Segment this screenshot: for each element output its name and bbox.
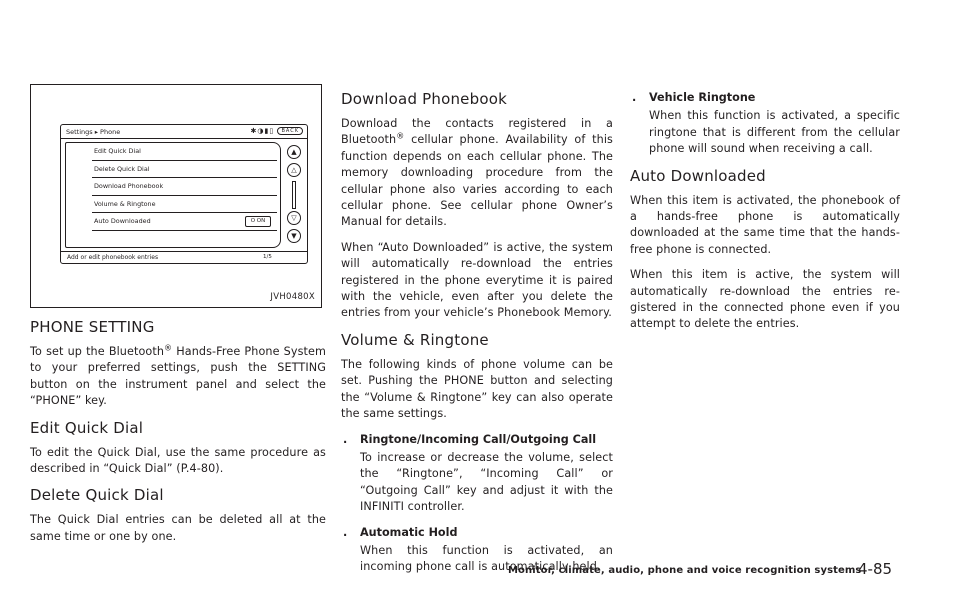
delete-quick-dial-heading: Delete Quick Dial — [30, 486, 164, 505]
bullet-dot: . — [343, 525, 348, 539]
bullet-title: Automatic Hold — [360, 525, 458, 539]
registered-mark: ® — [396, 131, 405, 141]
scroll-down-small-icon[interactable]: ▽ — [287, 211, 301, 225]
scrollbar[interactable] — [292, 181, 296, 209]
bluetooth-icon: ✱ — [250, 126, 258, 135]
edit-quick-dial-text: To edit the Quick Dial, use the same procedure as described in “Quick Dial” (P.4-80). — [30, 445, 326, 476]
screen-header — [61, 125, 307, 139]
status-bar: Add or edit phonebook entries — [61, 251, 307, 263]
bullet-automatic-hold — [341, 525, 613, 541]
bullet-vehicle-ringtone-text: When this function is activated, a specific ringtone that is different from the cellular phone will sound when receiving a call. — [649, 109, 900, 156]
menu-item-download-phonebook[interactable] — [92, 178, 277, 196]
menu-item-edit-quick-dial[interactable] — [92, 143, 277, 161]
download-phonebook-heading: Download Phonebook — [341, 90, 507, 108]
text-part: cellular phone. Availability of this function depends on each cellular phone. The memory downloading procedure from the cellular phone also varies according to each cellular phone. See cellular phone Owner’s Manual for details. — [341, 133, 613, 229]
bullet-ringtone-calls — [341, 432, 613, 448]
volume-ringtone-heading: Volume & Ringtone — [341, 330, 489, 349]
signal-icon: ▮ — [264, 126, 270, 135]
menu-item-label: Edit Quick Dial — [94, 147, 141, 155]
bullet-vehicle-ringtone — [630, 90, 900, 106]
column-2 — [341, 90, 613, 585]
phone-icon: ◑ — [257, 126, 265, 135]
menu-item-label: Delete Quick Dial — [94, 164, 150, 173]
battery-icon: ▯ — [269, 126, 275, 135]
scroll-up-small-icon[interactable]: △ — [287, 163, 301, 177]
phone-settings-figure — [30, 84, 322, 308]
display-screen — [60, 124, 308, 264]
bullet-automatic-hold-text: When this function is activated, an incoming phone call is automatically held. — [360, 543, 613, 574]
auto-download-note: When “Auto Downloaded” is active, the system will automatically re-download the entries registered in the phone everytime it is paired with the vehicle, even after you delete the entries from your vehicle’s Phonebook Memory. — [341, 240, 613, 320]
bullet-ringtone-calls-text: To increase or decrease the volume, select the “Ringtone”, “Incoming Call” or “Outgoing Call” key and adjust it with the INFINITI controller. — [360, 450, 613, 514]
breadcrumb: Settings ▸ Phone — [66, 127, 121, 136]
auto-downloaded-text-2: When this item is active, the system will automatically re-download the entries re-gistered in the connected phone even if you attempt to delete the entries. — [630, 268, 900, 331]
registered-mark: ® — [164, 343, 173, 353]
menu-item-auto-downloaded[interactable] — [92, 213, 277, 231]
edit-quick-dial-heading: Edit Quick Dial — [30, 418, 144, 437]
volume-ringtone-text: The following kinds of phone volume can be set. Pushing the PHONE button and selecting the “Volume & Ringtone” key can also operate the same settings. — [341, 357, 613, 421]
scroll-down-icon[interactable]: ▼ — [287, 229, 301, 243]
bullet-title: Vehicle Ringtone — [649, 91, 756, 104]
column-1 — [30, 318, 326, 554]
menu-item-delete-quick-dial[interactable] — [92, 161, 277, 179]
phone-setting-heading: PHONE SETTING — [30, 318, 155, 336]
figure-id: JVH0480X — [270, 292, 315, 302]
status-icons — [251, 127, 303, 135]
back-button[interactable]: BACK — [277, 127, 303, 135]
bullet-title: Ringtone/Incoming Call/Outgoing Call — [360, 432, 597, 446]
chapter-footer: Monitor, climate, audio, phone and voice recognition systems — [508, 565, 862, 576]
text-part: Download the contacts registered in a Bluetooth — [341, 117, 613, 147]
bullet-dot: . — [343, 432, 348, 446]
menu-item-label: Auto Downloaded — [94, 217, 151, 225]
column-3 — [630, 90, 900, 342]
download-phonebook-text — [341, 116, 613, 231]
delete-quick-dial-text: The Quick Dial entries can be deleted all at the same time or one by one. — [30, 513, 326, 543]
phone-setting-text — [30, 344, 326, 410]
scroll-up-icon[interactable]: ▲ — [287, 145, 301, 159]
text-part: To set up the Bluetooth — [30, 345, 165, 358]
bullet-dot: . — [632, 91, 637, 104]
menu-item-label: Download Phonebook — [94, 182, 164, 190]
auto-downloaded-heading: Auto Downloaded — [630, 166, 766, 185]
page-number: 4-85 — [858, 560, 893, 578]
auto-downloaded-toggle[interactable]: O ON — [245, 216, 271, 227]
text-part: Hands-Free Phone System to your preferred settings, push the SETTING button on the instrument panel and select the “PHONE” key. — [30, 345, 326, 408]
auto-downloaded-text-1: When this item is activated, the phonebook of a hands-free phone is automatically downloaded at the same time that the hands-free phone is connected. — [630, 193, 900, 256]
menu-item-label: Volume & Ringtone — [94, 199, 156, 208]
menu-item-volume-ringtone[interactable] — [92, 196, 277, 214]
page-indicator: 1/5 — [263, 254, 272, 260]
